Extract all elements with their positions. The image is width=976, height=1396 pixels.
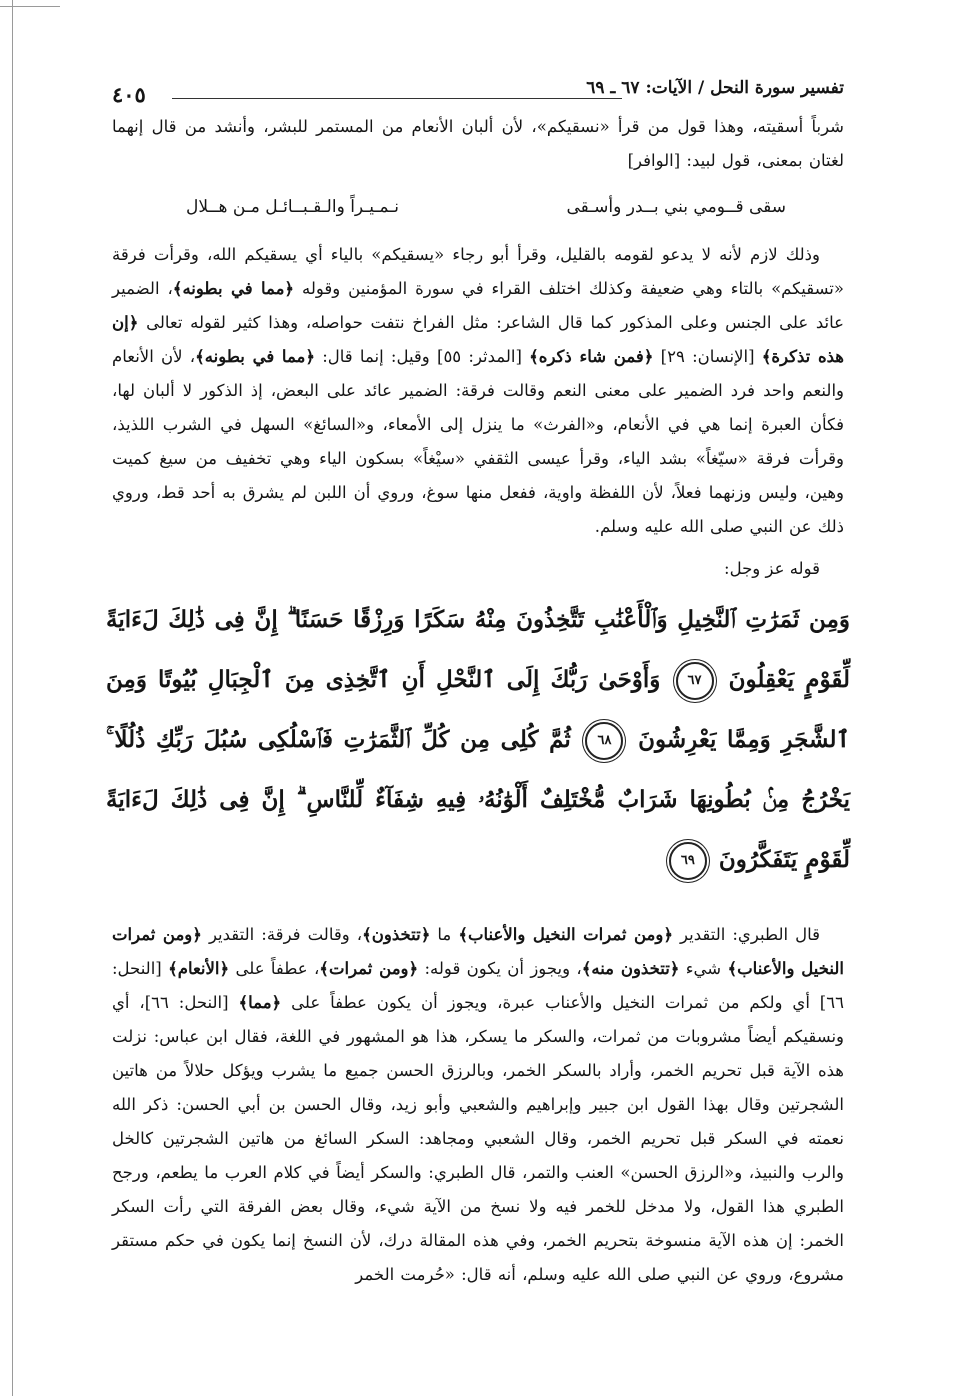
paragraph-3 [112,918,844,1292]
scan-edge-line [12,0,13,1396]
text-run: قال الطبري: التقدير [673,925,821,944]
text-run: [النحل: ٦٦]، أي ونسقيكم أيضاً مشروبات من ثمرات، والسكر ما يسكر، هذا هو المشهور في اللغة، فقال ابن عباس: نزلت هذه الآية قبل تحريم الخمر، وأراد بالسكر الخمر، وبالرزق الحسن جميع ما يشرب ويؤكل حلالاً من هاتين الشجرتين وقال بهذا القول ابن جبير وإبراهيم والشعبي وأبو زيد، وقال الحسن بن أبي الحسن: ذكر الله نعمته في السكر قبل تحريم الخمر، وقال الشعبي ومجاهد: السكر السائغ من هاتين الشجرتين كالخل والرب والنبيذ، و«الرزق الحسن» العنب والتمر، قال الطبري: والسكر أيضاً في كلام العرب ما يطعم، ورجح الطبري هذا القول، ولا مدخل للخمر فيه ولا نسخ من الآية شيء، وقال بعض الفرقة التي رأت السكر الخمر: إن هذه الآية منسوخة بتحريم الخمر، وفي هذه المقالة درك، لأن النسخ إنما يكون في حكم مستقر مشروع، وروي عن النبي صلى الله عليه وسلم، أنه قال: «حُرمت الخمر [112,993,844,1284]
ayah-69: ثُمَّ كُلِى مِن كُلِّ ٱلثَّمَرَٰتِ فَٱسْلُكِى سُبُلَ رَبِّكِ ذُلُلًا ۚ يَخْرُجُ مِنۢ بُطُونِهَا شَرَابٌ مُّخْتَلِفٌ أَلْوَٰنُهُۥ فِيهِ شِفَآءٌ لِّلنَّاسِ ۗ إِنَّ فِى ذَٰلِكَ لَءَايَةً لِّقَوْمٍ يَتَفَكَّرُونَ [106,726,850,873]
verse-hemistich-1: سقى قــومي بني بــدر وأسـقى [566,197,786,217]
text-run: ، عطفاً على [229,959,320,978]
quran-citation: ﴿فمن شاء ذكره﴾ [529,347,654,366]
text-run: وذلك لازم لأنه لا يدعو لقومه بالقليل، وقرأ أبو رجاء «يسقيكم» بالياء أي يسقيكم الله، وقرأت فرقة «تسقيكم» بالتاء وهي ضعيفة وكذلك اختلف القراء في سورة المؤمنين وقوله [112,245,844,298]
ayah-67: وَمِن ثَمَرَٰتِ ٱلنَّخِيلِ وَٱلْأَعْنَٰبِ تَتَّخِذُونَ مِنْهُ سَكَرًا وَرِزْقًا حَسَنًا ۗ إِنَّ فِى ذَٰلِكَ لَءَايَةً لِّقَوْمٍ يَعْقِلُونَ [106,606,850,693]
verse-hemistich-2: نـمـيـراً والـقـبــائـل مـن هــلال [186,197,399,217]
text-run: شيء [679,959,728,978]
scan-edge-mark [0,6,60,7]
text-run: ما [430,925,459,944]
spacer [112,896,844,918]
ayah-68: وَأَوْحَىٰ رَبُّكَ إِلَى ٱلنَّحْلِ أَنِ ٱتَّخِذِى مِنَ ٱلْجِبَالِ بُيُوتًا وَمِنَ ٱلشَّجَرِ وَمِمَّا يَعْرِشُونَ [106,666,850,753]
text-run: [المدثر: ٥٥] وقيل: إنما قال: [315,347,530,366]
book-page [106,70,850,1292]
ayah-number-67: ٦٧ [676,662,714,700]
text-run: [النحل: ٦٦] أي ولكم من ثمرات النخيل والأعناب عبرة، ويجوز أن يكون عطفاً على [112,959,844,1012]
quran-citation: ﴿مما في بطونه﴾ [172,279,295,298]
paragraph-2 [112,238,844,544]
quran-citation: ﴿تتخذون منه﴾ [581,959,680,978]
quote-intro: قوله عز وجل: [724,559,820,578]
running-head: تفسير سورة النحل / الآيات: ٦٧ ـ ٦٩ [586,78,844,98]
ayah-number-69: ٦٩ [669,842,707,880]
page-number: ٤٠٥ [112,82,146,107]
page-header [112,70,844,110]
text-run: [الإنسان: ٢٩] [653,347,762,366]
quran-citation: ﴿ومن ثمرات النخيل والأعناب﴾ [458,925,674,944]
paragraph-1 [112,110,844,178]
quran-citation: ﴿إن هذه تذكرة﴾ [112,313,845,366]
text-run: ، وقالت فرقة: التقدير [201,925,363,944]
quran-citation: ﴿ومن ثمرات﴾ [319,959,419,978]
text-run: ، ويجوز أن يكون قوله: [418,959,582,978]
quran-citation: ﴿مما﴾ [238,993,282,1012]
text-run: ، لأن الأنعام والنعم واحد فرد الضمير على معنى النعم وقالت فرقة: الضمير عائد على البعض، إذ الذكور لا ألبان لها، فكأن العبرة إنما هي في الأنعام، و«الفرث» ما ينزل إلى الأمعاء، و«السائغ» السهل في الشرب اللذيذ، وقرأت فرقة «سيّغاً» بشد الياء، وقرأ عيسى الثقفي «سيْغاً» بسكون الياء وهي تخفيف من سيغ كميت وهين، وليس وزنهما فعلاً، لأن اللفظة واوية، ففعل منها سوغ، وروي أن اللبن لم يشرق به أحد قط، وروي ذلك عن النبي صلى الله عليه وسلم. [112,347,844,536]
quran-citation: ﴿مما في بطونه﴾ [195,347,316,366]
quran-citation: ﴿ومن ثمرات النخيل والأعناب﴾ [112,925,845,978]
header-rule [172,98,622,99]
paragraph-1-text: شرباً أسقيته، وهذا قول من قرأ «نسقيكم»، لأن ألبان الأنعام من المستمر للبشر، وأنشد من قال إنهما لغتان بمعنى، قول لبيد: [الوافر] [112,117,844,170]
quran-citation: ﴿تتخذون﴾ [362,925,431,944]
poetry-verse [186,190,786,224]
quran-block [106,590,850,890]
text-run: ، الضمير عائد على الجنس وعلى المذكور كما قال الشاعر: مثل الفراخ نتفت حواصله، وهذا كثير لقوله تعالى [112,279,844,332]
ayah-number-68: ٦٨ [585,722,623,760]
quran-citation: ﴿الأنعام﴾ [168,959,230,978]
